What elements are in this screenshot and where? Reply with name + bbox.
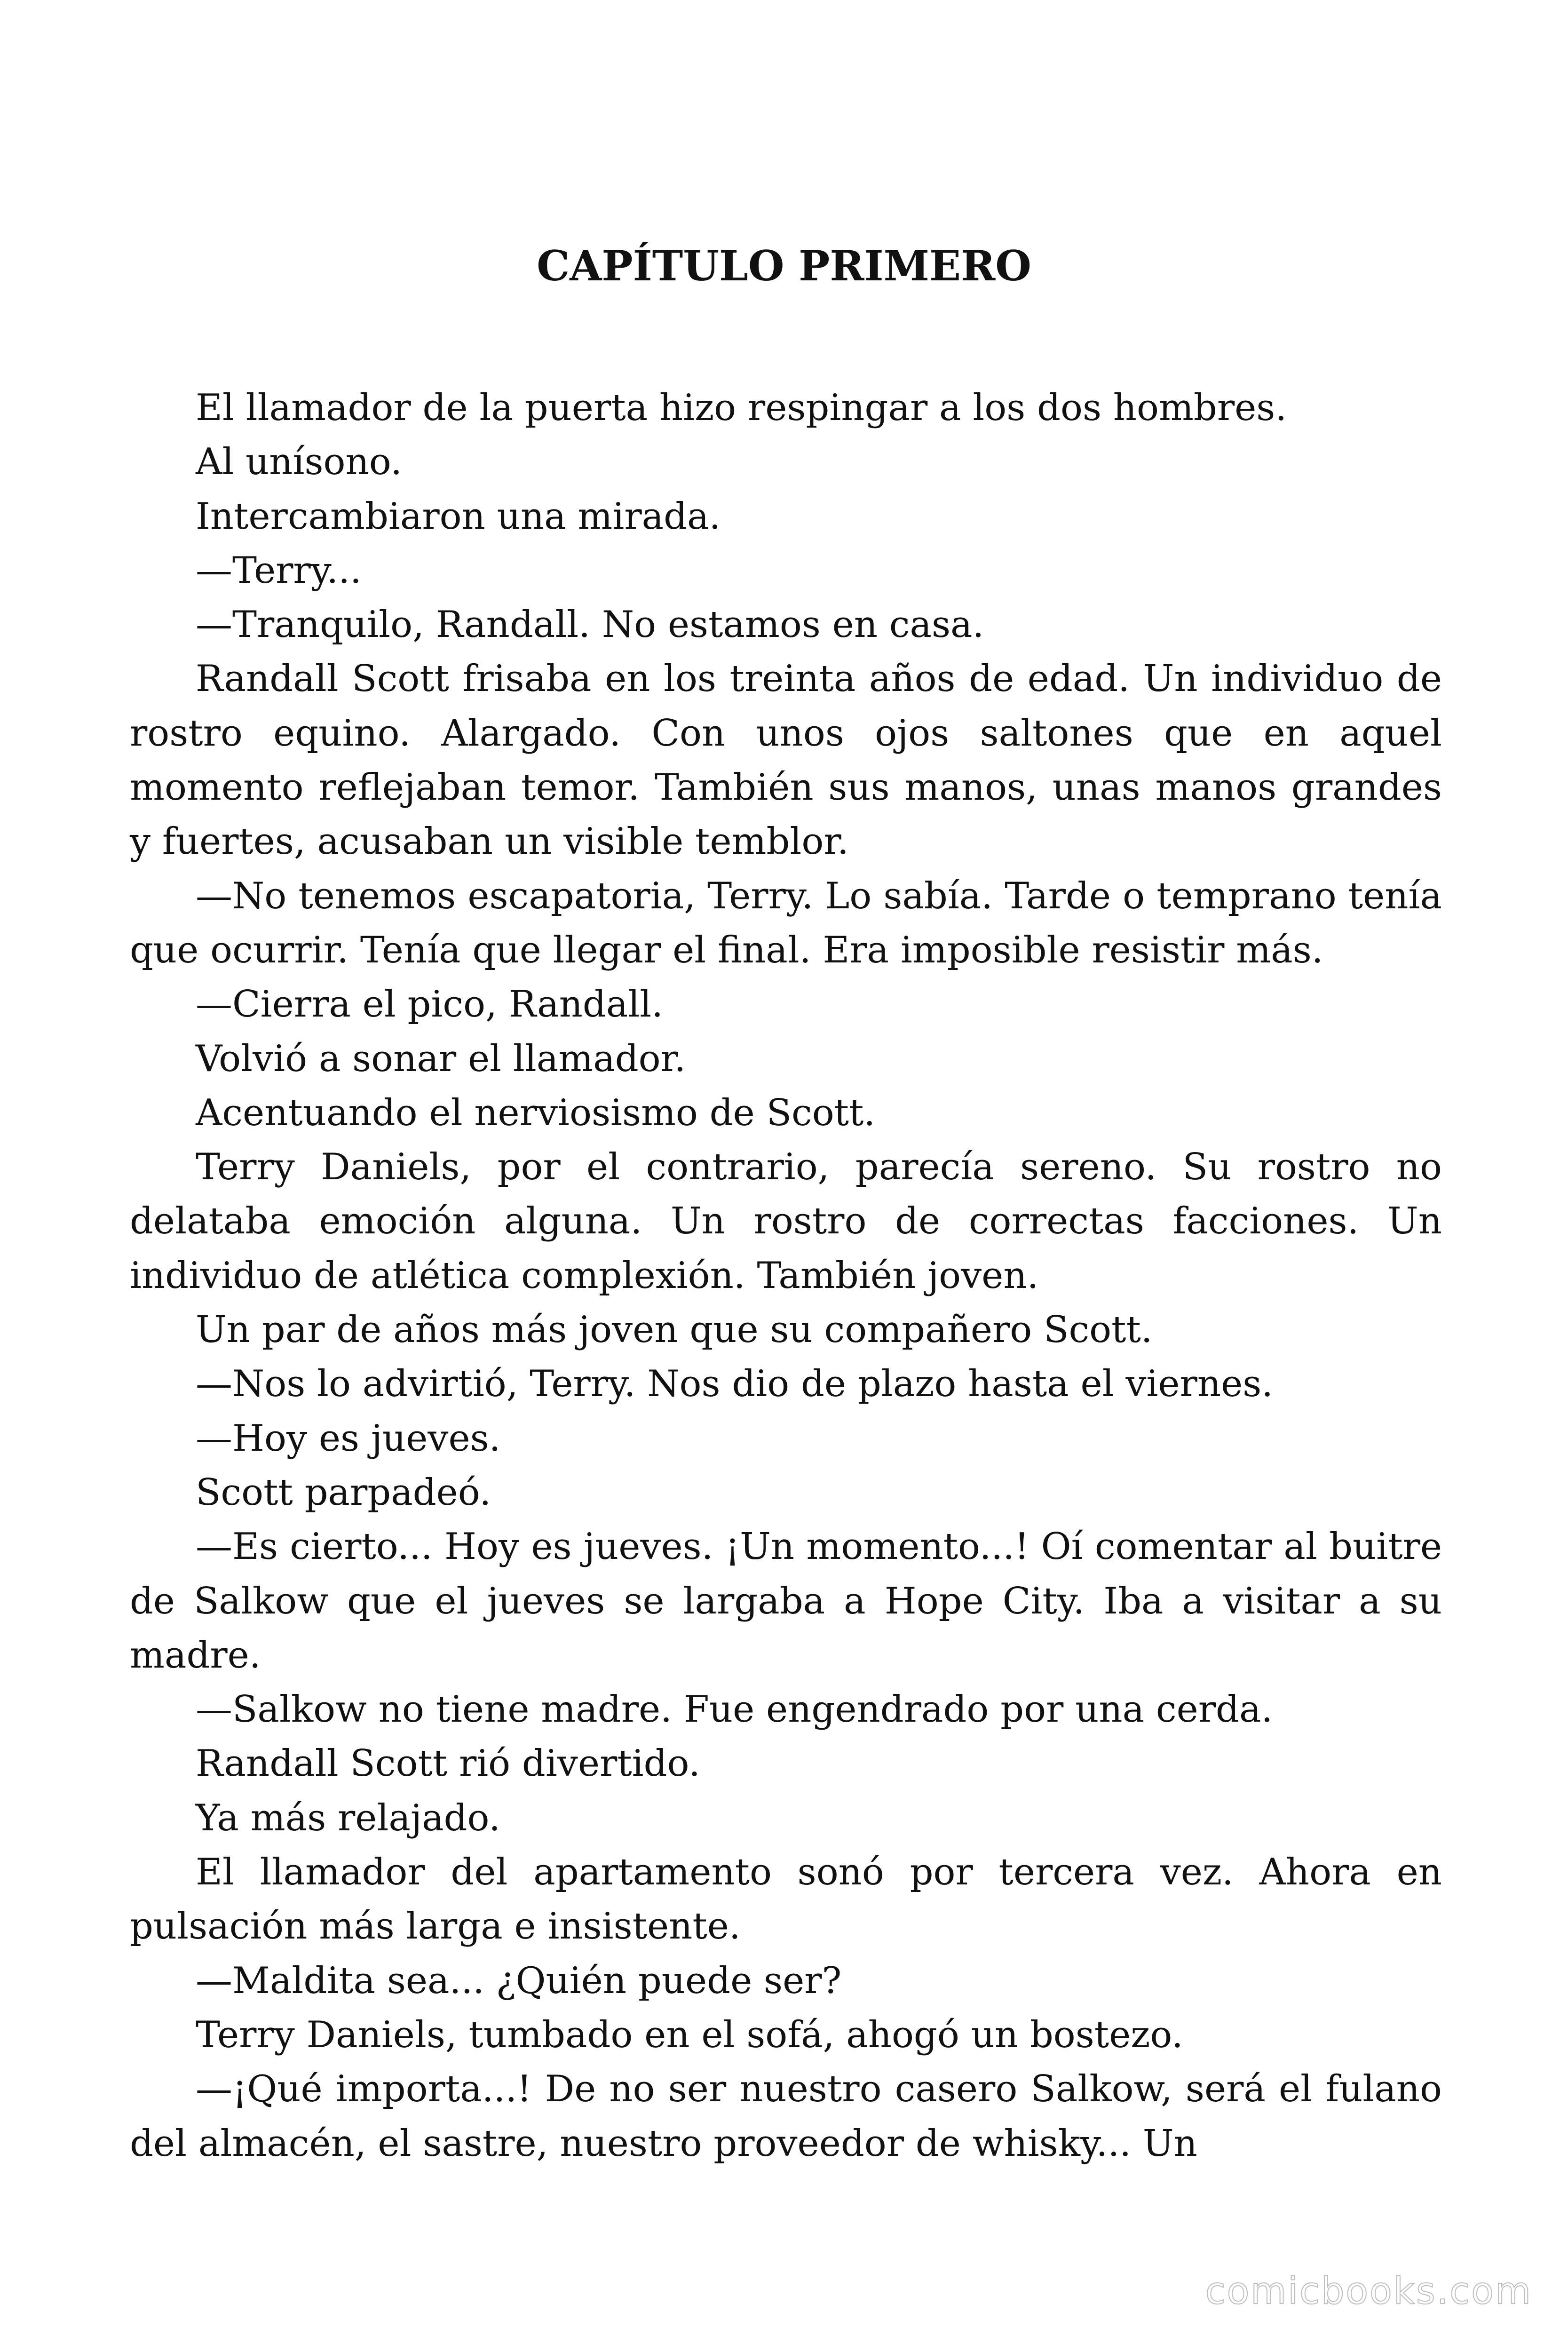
- paragraph: —Hoy es jueves.: [196, 1417, 501, 1460]
- paragraph: —Tranquilo, Randall. No estamos en casa.: [196, 604, 984, 646]
- paragraph: Un par de años más joven que su compañero Scott.: [196, 1309, 1153, 1351]
- paragraph: El llamador de la puerta hizo respingar a los dos hombres.: [196, 387, 1287, 429]
- paragraph: Terry Daniels, por el contrario, parecía sereno. Su rostro no delataba emoción alguna. Un rostro de correctas facciones. Un individuo de atlética complexión. También joven.: [130, 1146, 1442, 1297]
- chapter-text: [130, 381, 1442, 2171]
- paragraph: Ya más relajado.: [196, 1796, 500, 1839]
- paragraph: —Es cierto... Hoy es jueves. ¡Un momento...! Oí comentar al buitre de Salkow que el jueves se largaba a Hope City. Iba a visitar a su madre.: [130, 1526, 1442, 1677]
- paragraph: —Salkow no tiene madre. Fue engendrado por una cerda.: [196, 1688, 1273, 1731]
- watermark: comicbooks.com: [1205, 2270, 1532, 2312]
- paragraph: —Nos lo advirtió, Terry. Nos dio de plazo hasta el viernes.: [196, 1363, 1274, 1406]
- paragraph: —Terry...: [196, 549, 362, 592]
- paragraph: —No tenemos escapatoria, Terry. Lo sabía. Tarde o temprano tenía que ocurrir. Tenía que llegar el final. Era imposible resistir más.: [130, 874, 1442, 971]
- paragraph: Volvió a sonar el llamador.: [196, 1037, 686, 1080]
- chapter-title: CAPÍTULO PRIMERO: [537, 241, 1031, 290]
- paragraph: El llamador del apartamento sonó por tercera vez. Ahora en pulsación más larga e insistente.: [130, 1851, 1442, 1948]
- paragraph: —Cierra el pico, Randall.: [196, 983, 664, 1026]
- paragraph: Al unísono.: [196, 441, 403, 484]
- paragraph: Randall Scott rió divertido.: [196, 1742, 700, 1785]
- paragraph: —Maldita sea... ¿Quién puede ser?: [196, 1959, 842, 2002]
- paragraph: Acentuando el nerviosismo de Scott.: [196, 1091, 876, 1134]
- paragraph: Intercambiaron una mirada.: [196, 495, 721, 538]
- paragraph: Terry Daniels, tumbado en el sofá, ahogó un bostezo.: [196, 2013, 1183, 2056]
- paragraph: Randall Scott frisaba en los treinta años de edad. Un individuo de rostro equino. Alargado. Con unos ojos saltones que en aquel momento reflejaban temor. También sus manos, unas manos grandes y fuertes, acusaban un visible temblor.: [130, 658, 1442, 863]
- paragraph: —¡Qué importa...! De no ser nuestro casero Salkow, será el fulano del almacén, el sastre, nuestro proveedor de whisky... Un: [130, 2068, 1442, 2165]
- paragraph: Scott parpadeó.: [196, 1471, 491, 1514]
